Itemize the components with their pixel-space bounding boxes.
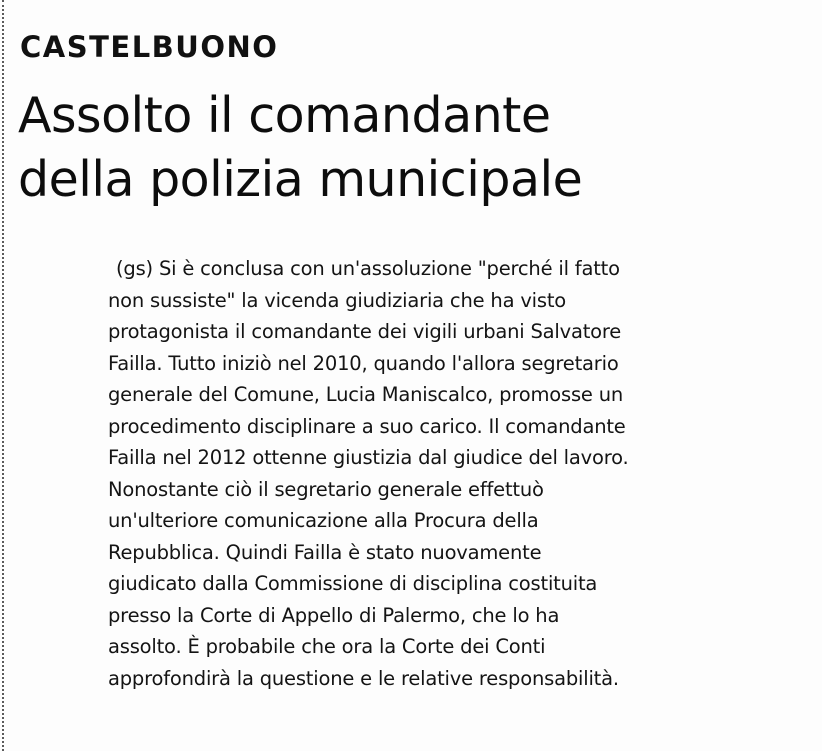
headline-line: Assolto il comandante [18,87,551,144]
body-line: giudicato dalla Commissione di disciplina costituita [108,572,598,595]
headline [18,84,582,212]
body-line: Repubblica. Quindi Failla è stato nuovamente [108,540,542,564]
body-line: Nonostante ciò il segretario generale effettuò [108,477,544,501]
body-line: approfondirà la questione e le relative responsabilità. [108,666,619,690]
body-line: assolto. È probabile che ora la Corte dei Conti [108,635,546,658]
section-kicker: CASTELBUONO [20,30,279,64]
body-line: non sussiste" la vicenda giudiziaria che ha visto [108,288,567,312]
body-line: (gs) Si è conclusa con un'assoluzione "perché il fatto [116,257,620,280]
body-line: Failla nel 2012 ottenne giustizia dal giudice del lavoro. [108,446,629,469]
body-line: procedimento disciplinare a suo carico. Il comandante [108,414,626,438]
body-line: un'ulteriore comunicazione alla Procura della [108,509,539,532]
body-line: generale del Comune, Lucia Maniscalco, promosse un [108,383,624,406]
headline-line: della polizia municipale [18,151,583,208]
body-line: protagonista il comandante dei vigili urbani Salvatore [108,320,622,343]
body-line: Failla. Tutto iniziò nel 2010, quando l'allora segretario [108,351,619,375]
body-line: presso la Corte di Appello di Palermo, che lo ha [108,603,560,627]
article-body [108,253,728,694]
torn-paper-edge [2,0,6,751]
